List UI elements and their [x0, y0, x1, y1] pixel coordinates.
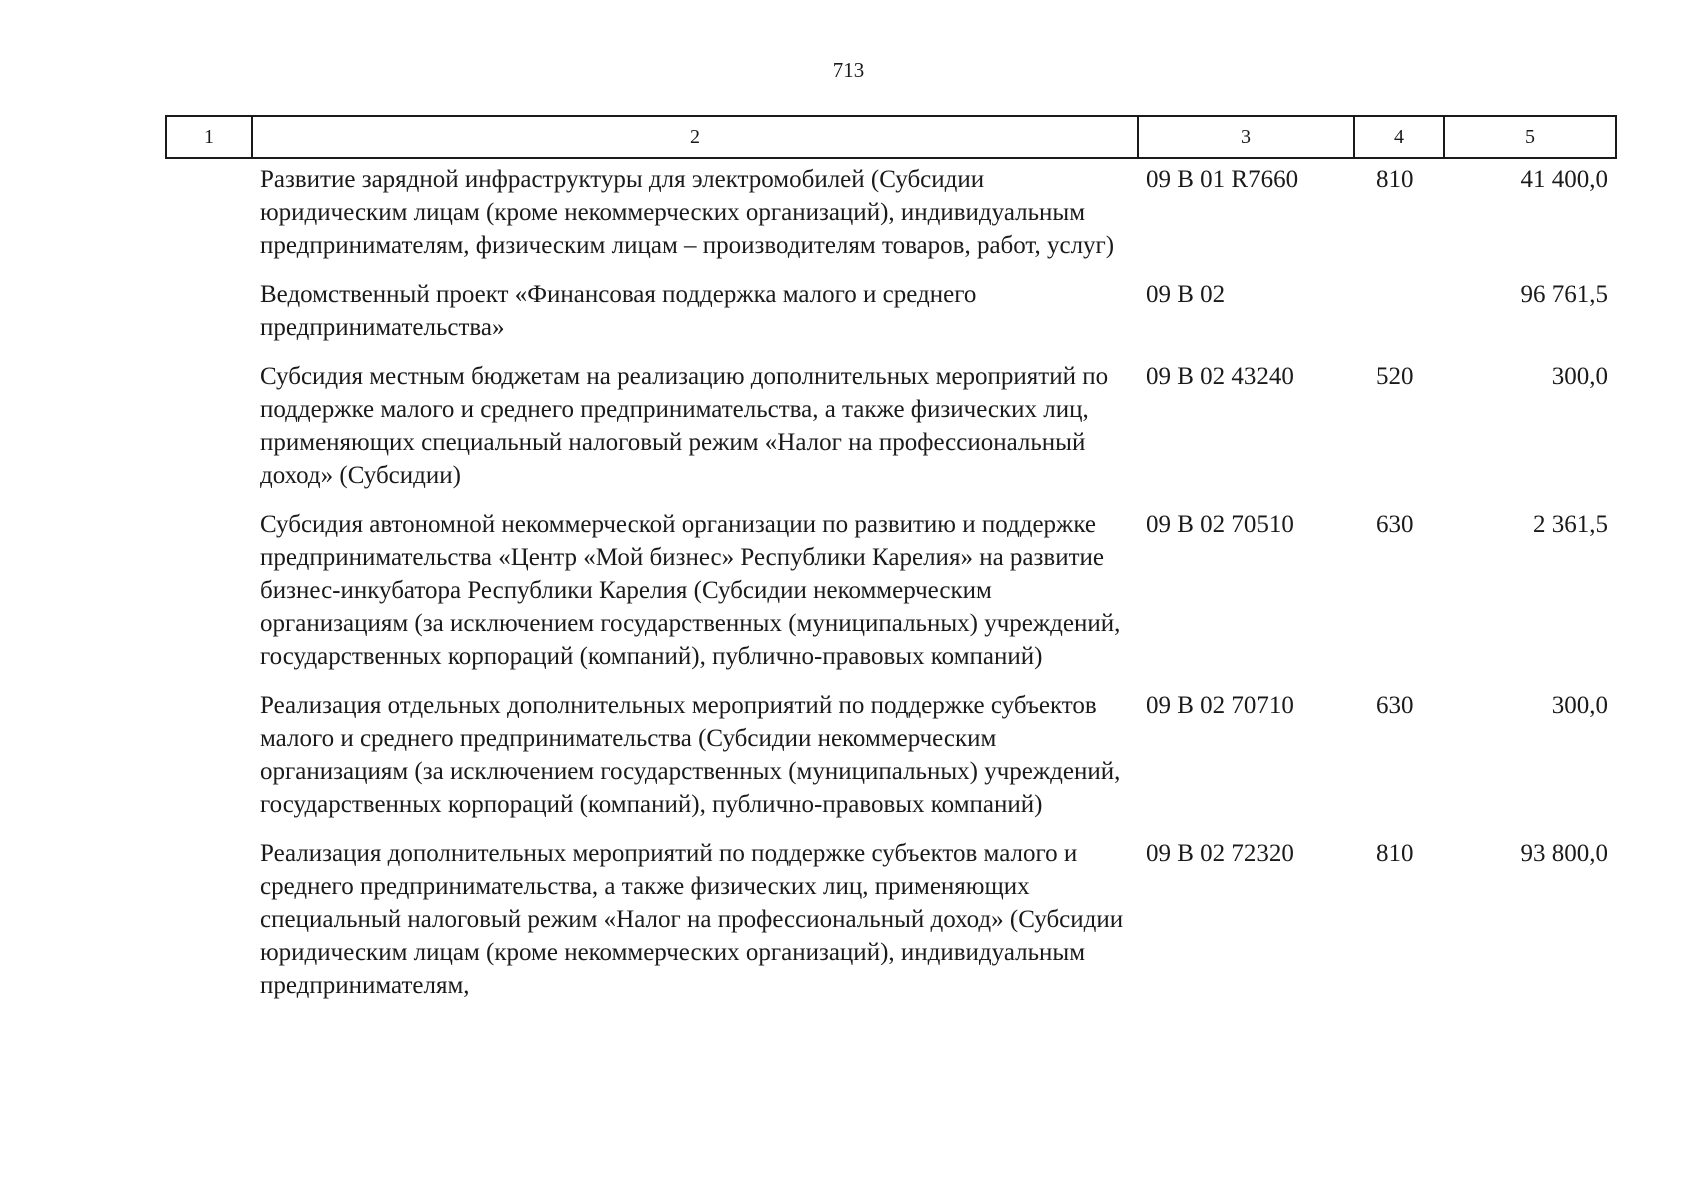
row-description: Ведомственный проект «Финансовая поддержка малого и среднего предпринимательства»	[260, 281, 977, 341]
row-code: 09 В 02 70510	[1146, 511, 1294, 538]
budget-table	[165, 115, 1617, 1014]
header-col-2: 2	[252, 116, 1138, 158]
empty-cell	[166, 158, 252, 274]
row-code: 09 В 02	[1146, 281, 1226, 308]
row-amount: 300,0	[1551, 363, 1608, 390]
row-expense-type: 630	[1376, 692, 1414, 719]
table-row	[166, 274, 1616, 356]
row-amount: 41 400,0	[1520, 166, 1608, 193]
row-amount: 300,0	[1551, 692, 1608, 719]
empty-cell	[166, 274, 252, 356]
row-expense-type: 520	[1376, 363, 1414, 390]
row-expense-type: 810	[1376, 166, 1414, 193]
row-expense-type: 810	[1376, 840, 1414, 867]
header-row	[166, 116, 1616, 158]
row-description: Реализация отдельных дополнительных мероприятий по поддержке субъектов малого и среднего предпринимательства (Субсидии некоммерческим организациям (за исключением государственных (муниципальных) учреждений, государственных корпораций (компаний), публично-правовых компаний)	[260, 692, 1121, 818]
empty-cell	[166, 833, 252, 1014]
row-description: Субсидия местным бюджетам на реализацию дополнительных мероприятий по поддержке малого и среднего предпринимательства, а также физических лиц, применяющих специальный налоговый режим «Налог на профессиональный доход» (Субсидии)	[260, 363, 1109, 489]
table-row	[166, 685, 1616, 833]
row-code: 09 В 02 72320	[1146, 840, 1294, 867]
table-row	[166, 833, 1616, 1014]
row-amount: 2 361,5	[1533, 511, 1608, 538]
row-code: 09 В 02 70710	[1146, 692, 1294, 719]
row-description: Реализация дополнительных мероприятий по поддержке субъектов малого и среднего предпринимательства, а также физических лиц, применяющих специальный налоговый режим «Налог на профессиональный доход» (Субсидии юридическим лицам (кроме некоммерческих организаций), индивидуальным предпринимателям,	[260, 840, 1124, 999]
header-col-5: 5	[1444, 116, 1616, 158]
row-description: Субсидия автономной некоммерческой организации по развитию и поддержке предпринимательства «Центр «Мой бизнес» Республики Карелия» на развитие бизнес-инкубатора Республики Карелия (Субсидии некоммерческим организациям (за исключением государственных (муниципальных) учреждений, государственных корпораций (компаний), публично-правовых компаний)	[260, 511, 1121, 670]
empty-cell	[166, 504, 252, 685]
table-row	[166, 356, 1616, 504]
table-body	[166, 158, 1616, 1014]
empty-cell	[166, 685, 252, 833]
empty-cell	[166, 356, 252, 504]
row-expense-type	[1354, 274, 1444, 356]
header-col-4: 4	[1354, 116, 1444, 158]
row-description: Развитие зарядной инфраструктуры для электромобилей (Субсидии юридическим лицам (кроме некоммерческих организаций), индивидуальным предпринимателям, физическим лицам – производителям товаров, работ, услуг)	[260, 166, 1115, 259]
table-row	[166, 504, 1616, 685]
header-col-1: 1	[166, 116, 252, 158]
row-code: 09 В 01 R7660	[1146, 166, 1299, 193]
page-number: 713	[832, 58, 865, 82]
table-header	[166, 116, 1616, 158]
row-expense-type: 630	[1376, 511, 1414, 538]
header-col-3: 3	[1138, 116, 1354, 158]
row-code: 09 В 02 43240	[1146, 363, 1294, 390]
table-row	[166, 158, 1616, 274]
row-amount: 93 800,0	[1520, 840, 1608, 867]
row-amount: 96 761,5	[1520, 281, 1608, 308]
